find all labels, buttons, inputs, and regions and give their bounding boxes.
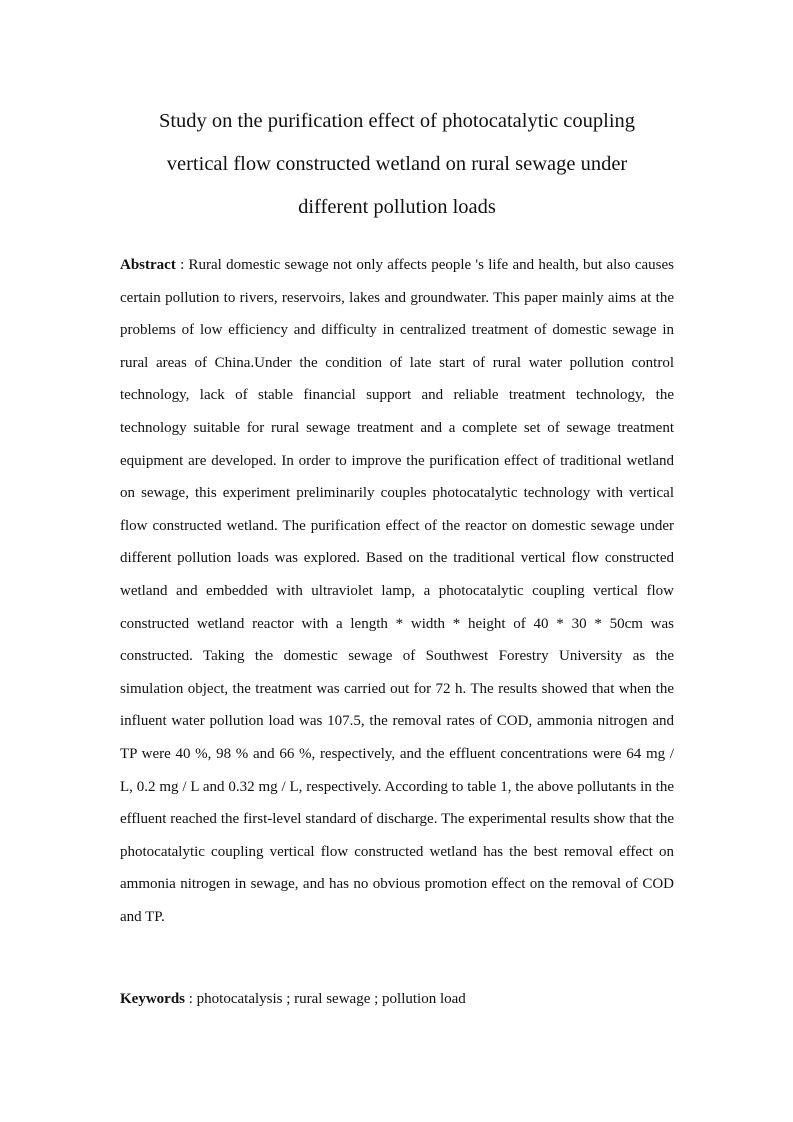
abstract-paragraph: [120, 249, 674, 933]
abstract-separator: :: [175, 257, 189, 273]
keywords-text: photocatalysis ; rural sewage ; pollution load: [196, 991, 466, 1007]
title-line: Study on the purification effect of photocatalytic coupling: [158, 110, 636, 132]
abstract-label: Abstract: [120, 257, 176, 273]
abstract-text: Rural domestic sewage not only affects people 's life and health, but also causes certain pollution to rivers, reservoirs, lakes and groundwater. This paper mainly aims at the problems of low efficiency and difficulty in centralized treatment of domestic sewage in rural areas of China.Under the condition of late start of rural water pollution control technology, lack of stable financial support and reliable treatment technology, the technology suitable for rural sewage treatment and a complete set of sewage treatment equipment are developed. In order to improve the purification effect of traditional wetland on sewage, this experiment preliminarily couples photocatalytic technology with vertical flow constructed wetland. The purification effect of the reactor on domestic sewage under different pollution loads was explored. Based on the traditional vertical flow constructed wetland and embedded with ultraviolet lamp, a photocatalytic coupling vertical flow constructed wetland reactor with a length * width * height of 40 * 30 * 50cm was constructed. Taking the domestic sewage of Southwest Forestry University as the simulation object, the treatment was carried out for 72 h. The results showed that when the influent water pollution load was 107.5, the removal rates of COD, ammonia nitrogen and TP were 40 %, 98 % and 66 %, respectively, and the effluent concentrations were 64 mg / L, 0.2 mg / L and 0.32 mg / L, respectively. According to table 1, the above pollutants in the effluent reached the first-level standard of discharge. The experimental results show that the photocatalytic coupling vertical flow constructed wetland has the best removal effect on ammonia nitrogen in sewage, and has no obvious promotion effect on the removal of COD and TP.: [120, 257, 675, 925]
keywords-separator: :: [185, 991, 197, 1007]
keywords-label: Keywords: [120, 991, 185, 1007]
keywords-line: [120, 984, 674, 1014]
title-line: vertical flow constructed wetland on rural sewage under: [166, 153, 628, 175]
paper-title: [120, 100, 674, 229]
title-line: different pollution loads: [298, 196, 496, 218]
